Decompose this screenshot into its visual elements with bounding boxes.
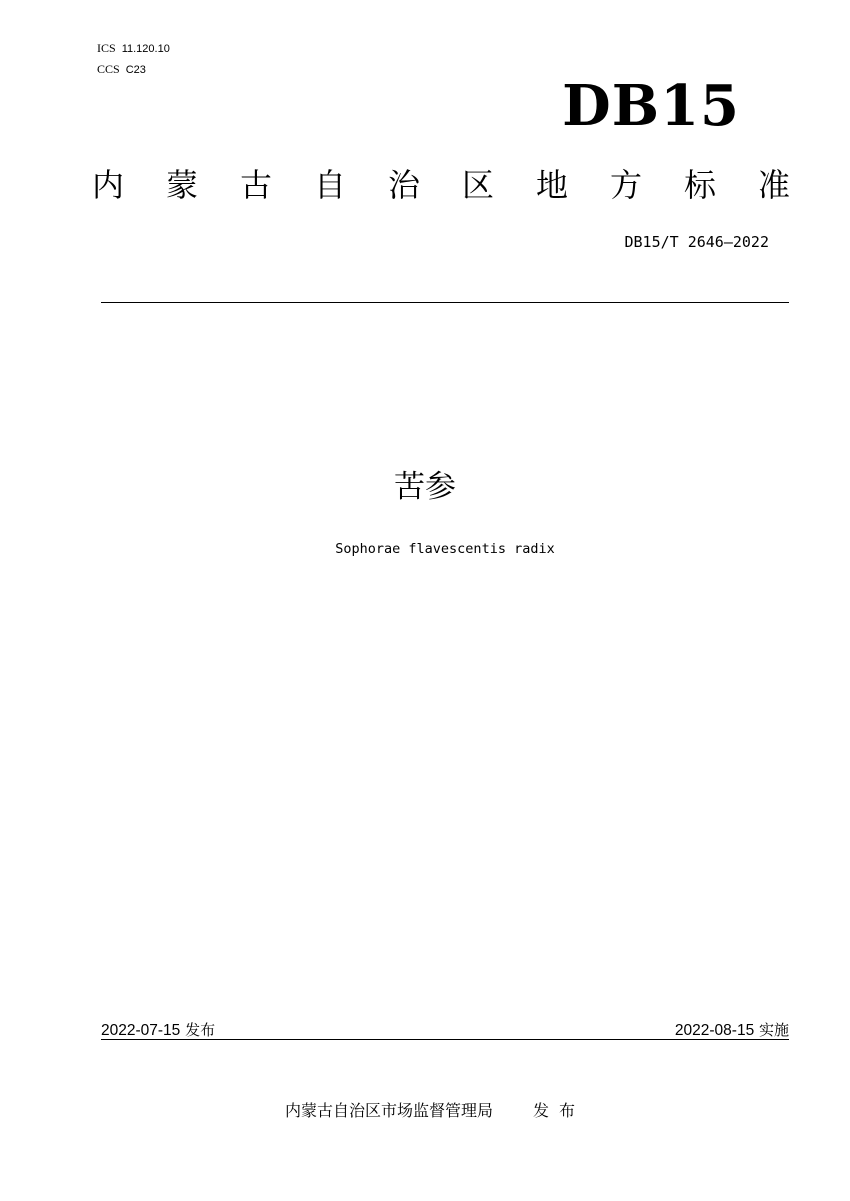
effective-date-label: 实施 [758,1021,789,1039]
db-logo: DB15 [562,73,740,139]
ics-value: 11.120.10 [121,43,170,55]
ccs-classification [97,61,146,78]
header-divider [101,302,789,303]
release-date [101,1020,215,1041]
title-char: 准 [757,166,790,204]
effective-date [675,1020,789,1041]
issuer-name: 内蒙古自治区市场监督管理局 [284,1101,493,1120]
title-char: 蒙 [165,166,198,204]
title-char: 治 [387,166,420,204]
publisher-line [0,1100,850,1122]
ccs-label: CCS [97,62,120,76]
ics-label: ICS [97,41,116,55]
ccs-value: C23 [125,64,146,76]
ics-classification [97,40,170,57]
release-date-value: 2022-07-15 [101,1022,181,1039]
title-char: 内 [91,166,124,204]
effective-date-value: 2022-08-15 [674,1022,755,1039]
release-date-label: 发布 [185,1021,216,1039]
title-char: 标 [683,166,716,204]
footer-divider [101,1039,789,1040]
issue-label: 发布 [533,1101,586,1120]
document-subtitle: Sophorae flavescentis radix [335,541,555,557]
standard-type-title [90,163,792,207]
title-char: 地 [535,166,568,204]
document-title: 苦参 [394,469,456,505]
title-char: 古 [239,166,272,204]
title-char: 区 [461,166,494,204]
title-char: 方 [609,166,642,204]
standard-code: DB15/T 2646—2022 [624,233,769,251]
title-char: 自 [313,166,346,204]
